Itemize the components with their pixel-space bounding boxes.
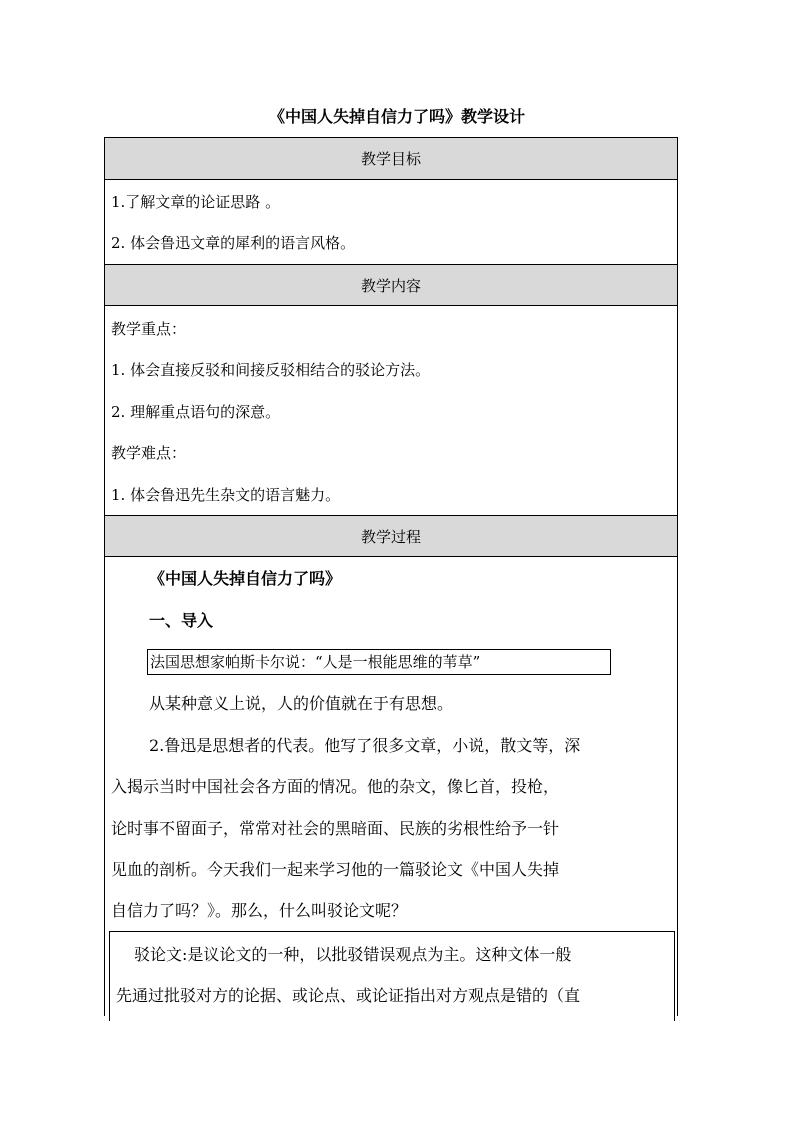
content-header: 教学内容 (105, 264, 677, 306)
section-intro-heading: 一、导入 (149, 611, 214, 630)
key-point-item: 1. 体会直接反驳和间接反驳相结合的驳论方法。 (111, 361, 431, 379)
key-point-item: 2. 理解重点语句的深意。 (111, 403, 281, 421)
objective-item: 1.了解文章的论证思路 。 (111, 193, 281, 211)
objectives-header: 教学目标 (105, 138, 677, 180)
definition-line: 驳论文:是议论文的一种，以批驳错误观点为主。这种文体一般 (134, 945, 572, 964)
definition-box (109, 931, 675, 1021)
objective-item: 2. 体会鲁迅文章的犀利的语言风格。 (111, 234, 356, 252)
difficulty-label: 教学难点： (111, 444, 187, 462)
paragraph-line: 见血的剖析。今天我们一起来学习他的一篇驳论文《中国人失掉 (111, 860, 560, 879)
paragraph-line: 论时事不留面子，常常对社会的黑暗面、民族的劣根性给予一针 (111, 819, 560, 838)
lesson-title: 《中国人失掉自信力了吗》 (149, 569, 342, 588)
paragraph-line: 2.鲁迅是思想者的代表。他写了很多文章，小说，散文等，深 (149, 736, 581, 755)
quote-text: 法国思想家帕斯卡尔说：“人是一根能思维的苇草” (150, 653, 481, 671)
definition-line: 先通过批驳对方的论据、或论点、或论证指出对方观点是错的（直 (116, 986, 581, 1005)
document-title: 《中国人失掉自信力了吗》教学设计 (268, 107, 525, 126)
lesson-plan-table (104, 137, 678, 1016)
process-header: 教学过程 (105, 515, 677, 557)
paragraph-line: 自信力了吗？》。那么，什么叫驳论文呢？ (111, 901, 408, 920)
paragraph-line: 入揭示当时中国社会各方面的情况。他的杂文，像匕首，投枪， (111, 777, 560, 796)
intro-paragraph: 从某种意义上说，人的价值就在于有思想。 (149, 694, 454, 713)
key-points-label: 教学重点： (111, 320, 187, 338)
difficulty-item: 1. 体会鲁迅先生杂文的语言魅力。 (111, 486, 341, 504)
quote-box (147, 649, 611, 675)
